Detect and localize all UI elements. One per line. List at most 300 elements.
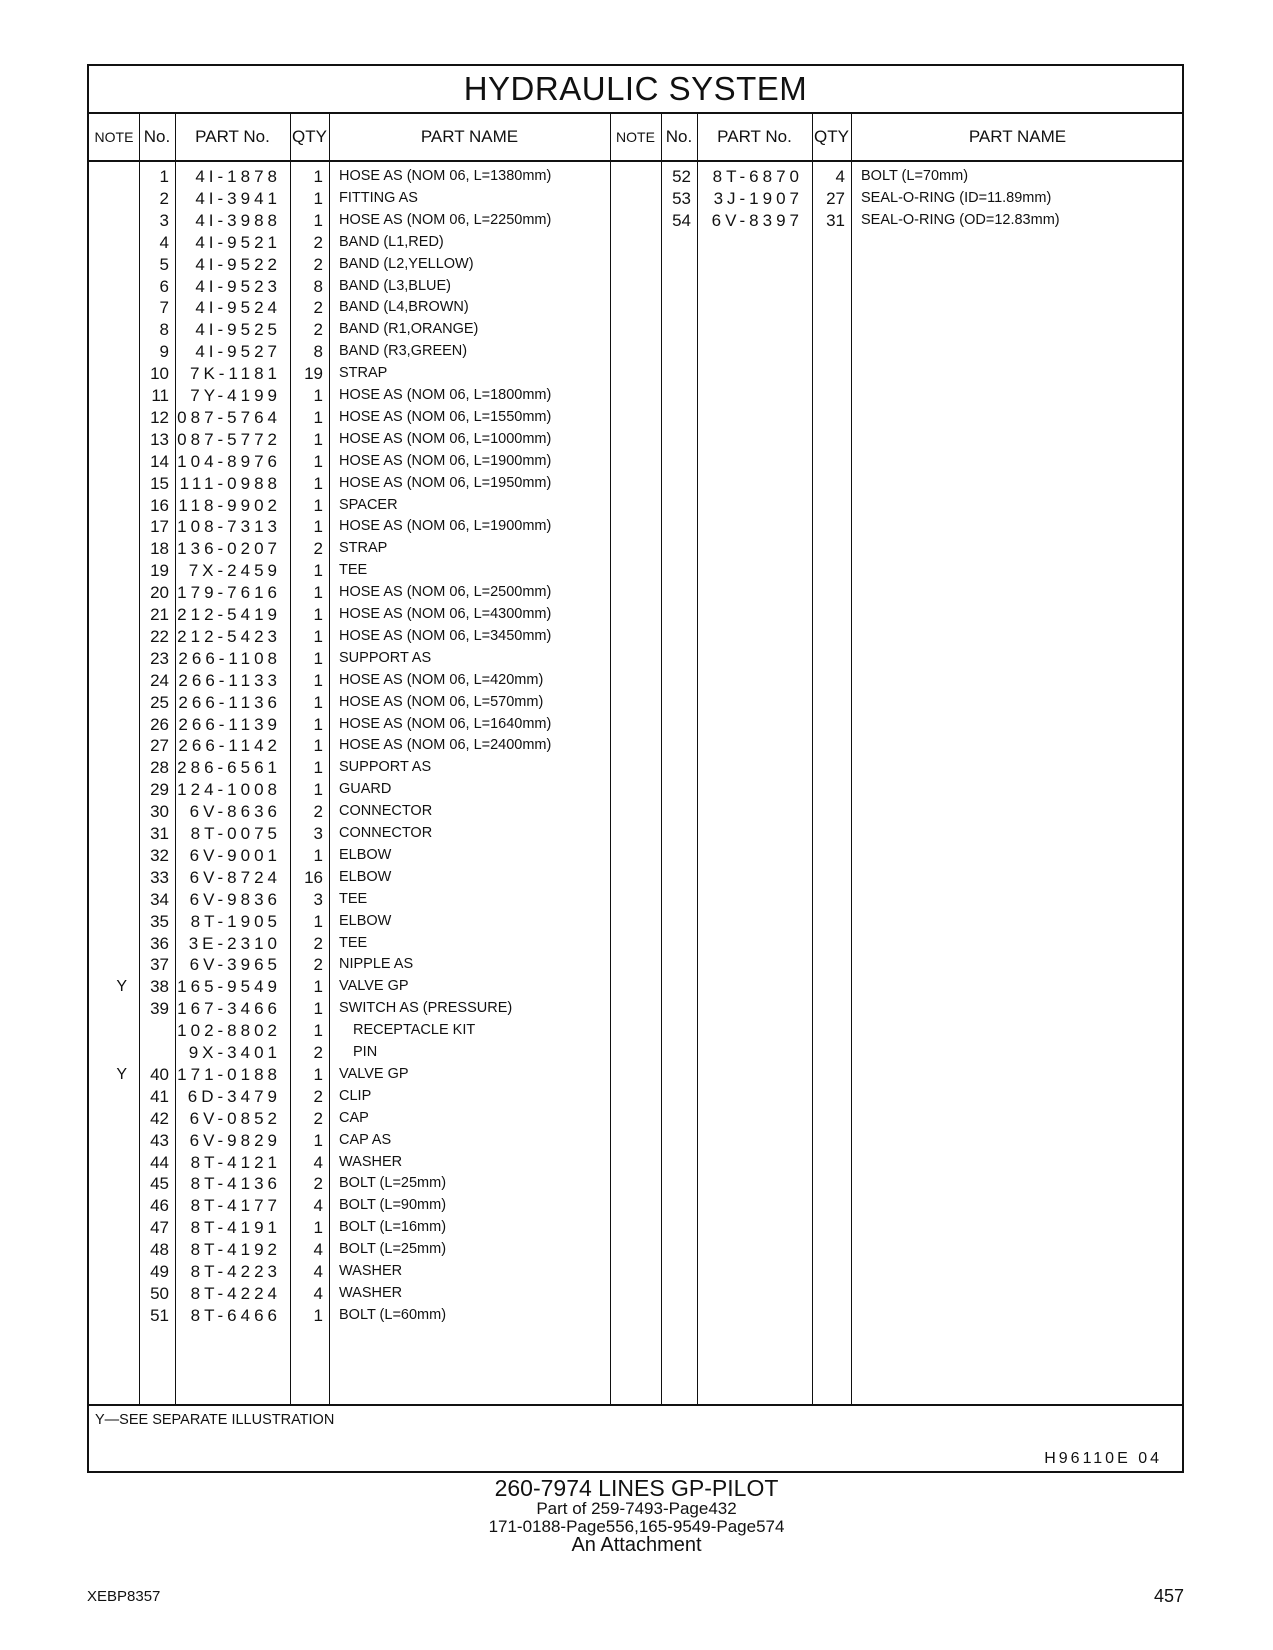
- table-bottom-rule: [89, 1404, 1182, 1406]
- qty-cell: 2: [313, 1174, 323, 1194]
- table-row: [89, 1041, 1184, 1064]
- part-number-cell: 136-0207: [177, 539, 281, 559]
- table-row: [89, 691, 1184, 714]
- item-number-cell: 19: [150, 561, 169, 581]
- item-number-cell: 7: [159, 298, 169, 318]
- part-name-cell: CAP AS: [339, 1131, 392, 1148]
- item-number-cell: 18: [150, 539, 169, 559]
- qty-cell: 2: [313, 232, 323, 252]
- table-row: [89, 450, 1184, 473]
- part-number-cell: 266-1139: [178, 714, 281, 734]
- qty-cell: 2: [313, 254, 323, 274]
- item-number-cell: 51: [150, 1305, 169, 1325]
- item-number-cell: 47: [150, 1218, 169, 1238]
- part-name-cell: HOSE AS (NOM 06, L=3450mm): [339, 627, 552, 644]
- table-row: [89, 953, 1184, 976]
- qty-cell: 2: [313, 955, 323, 975]
- qty-cell: 2: [313, 298, 323, 318]
- part-name-cell: BOLT (L=16mm): [339, 1219, 447, 1236]
- table-row: [89, 1260, 1184, 1283]
- item-number-cell: 52: [672, 167, 691, 186]
- item-number-cell: 46: [150, 1196, 169, 1216]
- item-number-cell: 4: [159, 232, 169, 252]
- table-row: [89, 800, 1184, 823]
- header-qty: QTY: [814, 127, 849, 146]
- part-name-cell: CLIP: [339, 1087, 372, 1104]
- table-row: [89, 1172, 1184, 1195]
- table-row: [89, 603, 1184, 626]
- qty-cell: 1: [313, 736, 323, 756]
- part-number-cell: 7Y-4199: [190, 386, 281, 405]
- item-number-cell: 38: [150, 977, 169, 997]
- part-name-cell: HOSE AS (NOM 06, L=1950mm): [339, 474, 552, 491]
- part-number-cell: 102-8802: [177, 1021, 281, 1041]
- part-name-cell: BAND (L4,BROWN): [339, 299, 469, 316]
- table-row: [89, 1151, 1184, 1174]
- qty-cell: 1: [313, 188, 323, 208]
- part-number-cell: 4I-3941: [195, 188, 281, 208]
- part-name-cell: WASHER: [339, 1263, 403, 1279]
- part-name-cell: WASHER: [339, 1284, 403, 1301]
- part-name-cell: HOSE AS (NOM 06, L=2250mm): [339, 211, 552, 228]
- part-name-cell: HOSE AS (NOM 06, L=1000mm): [339, 430, 552, 447]
- part-number-cell: 6V-8397: [711, 210, 803, 230]
- part-number-cell: 111-0988: [179, 473, 281, 493]
- part-number-cell: 8T-4177: [190, 1196, 281, 1216]
- item-number-cell: 45: [150, 1174, 169, 1194]
- part-number-cell: 167-3466: [177, 999, 281, 1019]
- item-number-cell: 1: [159, 167, 169, 186]
- table-row: [89, 209, 1184, 232]
- header-part-name: PART NAME: [420, 127, 519, 146]
- part-name-cell: CAP: [339, 1109, 369, 1126]
- part-name-cell: HOSE AS (NOM 06, L=4300mm): [339, 606, 552, 622]
- table-row: [89, 318, 1184, 341]
- item-number-cell: 53: [672, 188, 691, 208]
- part-name-cell: BAND (L3,BLUE): [339, 277, 452, 294]
- table-row: [89, 713, 1184, 736]
- qty-cell: 1: [313, 473, 323, 493]
- qty-cell: 2: [313, 1043, 323, 1062]
- part-number-cell: 179-7616: [177, 583, 281, 603]
- item-number-cell: 25: [150, 692, 169, 712]
- table-row: [89, 669, 1184, 692]
- qty-cell: 8: [313, 342, 323, 362]
- qty-cell: 4: [313, 1152, 323, 1172]
- qty-cell: 1: [313, 561, 323, 581]
- qty-cell: 1: [313, 648, 323, 668]
- item-number-cell: 41: [150, 1086, 169, 1106]
- table-row: [89, 537, 1184, 560]
- table-row: [89, 888, 1184, 911]
- part-name-cell: VALVE GP: [339, 1065, 409, 1082]
- part-name-cell: WASHER: [339, 1153, 403, 1170]
- part-number-cell: 6V-8724: [189, 867, 281, 887]
- part-number-cell: 4I-9527: [195, 342, 281, 362]
- part-number-cell: 212-5419: [177, 605, 281, 624]
- part-number-cell: 266-1136: [178, 692, 281, 712]
- part-number-cell: 8T-4191: [190, 1218, 281, 1238]
- caption-title: 260-7974 LINES GP-PILOT: [494, 1475, 779, 1501]
- qty-cell: 19: [304, 364, 323, 384]
- qty-cell: 3: [313, 824, 323, 843]
- table-row: [89, 778, 1184, 801]
- part-number-cell: 104-8976: [177, 451, 281, 471]
- table-row: [89, 1304, 1184, 1327]
- table-row: [89, 866, 1184, 889]
- qty-cell: 1: [313, 714, 323, 734]
- part-number-cell: 4I-9522: [195, 254, 281, 274]
- header-part-no: PART No.: [717, 127, 792, 146]
- table-row: [89, 822, 1184, 845]
- part-number-cell: 266-1108: [178, 648, 281, 668]
- note-cell: Y: [116, 1065, 127, 1083]
- table-row: [89, 1194, 1184, 1217]
- item-number-cell: 16: [150, 495, 169, 515]
- qty-cell: 1: [313, 517, 323, 537]
- qty-cell: 1: [313, 845, 323, 865]
- part-number-cell: 8T-6466: [190, 1305, 281, 1325]
- item-number-cell: 26: [150, 714, 169, 734]
- part-number-cell: 7X-2459: [188, 561, 281, 581]
- header-note: NOTE: [616, 129, 655, 145]
- item-number-cell: 9: [159, 342, 169, 362]
- part-name-cell: BAND (L1,RED): [339, 233, 444, 250]
- table-row: [89, 253, 1184, 276]
- table-row: [89, 756, 1184, 779]
- part-number-cell: 4I-9521: [195, 232, 281, 252]
- caption-line: 171-0188-Page556,165-9549-Page574: [488, 1517, 785, 1536]
- part-number-cell: 8T-6870: [712, 167, 803, 186]
- item-number-cell: 32: [150, 845, 169, 865]
- part-name-cell: HOSE AS (NOM 06, L=1900mm): [339, 452, 552, 469]
- part-number-cell: 171-0188: [177, 1064, 281, 1084]
- sheet-code: H96110E 04: [1044, 1450, 1162, 1467]
- item-number-cell: 42: [150, 1108, 169, 1128]
- qty-cell: 1: [313, 692, 323, 712]
- part-name-cell: SEAL-O-RING (ID=11.89mm): [861, 189, 1052, 206]
- header-bottom-rule: [89, 160, 1182, 162]
- item-number-cell: 35: [150, 911, 169, 931]
- table-row: [89, 428, 1184, 451]
- qty-cell: 1: [313, 670, 323, 690]
- item-number-cell: 5: [159, 254, 169, 274]
- part-number-cell: 108-7313: [177, 517, 281, 537]
- item-number-cell: 33: [150, 867, 169, 887]
- part-number-cell: 4I-1878: [195, 167, 281, 186]
- part-number-cell: 6V-9836: [189, 889, 281, 909]
- section-title: HYDRAULIC SYSTEM: [463, 70, 808, 107]
- part-number-cell: 6V-3965: [189, 955, 281, 975]
- item-number-cell: 28: [150, 758, 169, 778]
- part-number-cell: 7K-1181: [189, 364, 281, 384]
- table-row: [89, 472, 1184, 495]
- qty-cell: 1: [313, 386, 323, 405]
- qty-cell: 1: [313, 911, 323, 931]
- item-number-cell: 15: [150, 473, 169, 493]
- part-number-cell: 8T-4223: [190, 1262, 281, 1281]
- item-number-cell: 11: [151, 386, 169, 405]
- part-name-cell: TEE: [339, 890, 368, 907]
- qty-cell: 1: [313, 999, 323, 1019]
- qty-cell: 27: [826, 188, 845, 208]
- part-name-cell: SPACER: [339, 496, 398, 513]
- part-number-cell: 4I-9524: [195, 298, 281, 318]
- table-row: [89, 1107, 1184, 1130]
- part-name-cell: BAND (L2,YELLOW): [339, 255, 474, 272]
- part-name-cell: SEAL-O-RING (OD=12.83mm): [861, 211, 1060, 228]
- part-number-cell: 087-5764: [177, 407, 281, 427]
- item-number-cell: 12: [150, 407, 169, 427]
- item-number-cell: 54: [672, 210, 691, 230]
- qty-cell: 1: [313, 583, 323, 603]
- note-cell: Y: [116, 978, 127, 996]
- item-number-cell: 17: [150, 517, 169, 537]
- item-number-cell: 31: [150, 824, 169, 843]
- part-name-cell: BAND (R1,ORANGE): [339, 321, 479, 338]
- part-number-cell: 8T-0075: [190, 824, 281, 843]
- part-number-cell: 6V-9829: [189, 1130, 281, 1150]
- qty-cell: 4: [313, 1283, 323, 1303]
- part-name-cell: NIPPLE AS: [339, 956, 414, 973]
- item-number-cell: 48: [150, 1240, 169, 1260]
- part-number-cell: 8T-4224: [190, 1283, 281, 1303]
- qty-cell: 2: [313, 933, 323, 953]
- table-row: [89, 494, 1184, 517]
- item-number-cell: 30: [150, 802, 169, 822]
- qty-cell: 2: [313, 539, 323, 559]
- qty-cell: 1: [313, 1305, 323, 1325]
- qty-cell: 1: [313, 758, 323, 778]
- item-number-cell: 37: [150, 955, 169, 975]
- header-qty: QTY: [292, 127, 327, 146]
- part-number-cell: 6D-3479: [187, 1086, 281, 1106]
- part-name-cell: HOSE AS (NOM 06, L=1550mm): [339, 408, 552, 425]
- qty-cell: 1: [313, 1021, 323, 1041]
- table-row: [89, 1216, 1184, 1239]
- header-part-name: PART NAME: [968, 127, 1067, 146]
- part-number-cell: 6V-0852: [189, 1108, 281, 1128]
- part-name-cell: SWITCH AS (PRESSURE): [339, 1000, 513, 1017]
- qty-cell: 2: [313, 802, 323, 822]
- part-name-cell: BOLT (L=60mm): [339, 1306, 447, 1323]
- part-number-cell: 9X-3401: [188, 1043, 281, 1062]
- part-name-cell: BAND (R3,GREEN): [339, 343, 468, 360]
- item-number-cell: 50: [150, 1283, 169, 1303]
- qty-cell: 3: [313, 889, 323, 909]
- qty-cell: 1: [313, 1218, 323, 1238]
- item-number-cell: 39: [150, 999, 169, 1019]
- qty-cell: 1: [313, 605, 323, 624]
- part-name-cell: HOSE AS (NOM 06, L=570mm): [339, 693, 544, 710]
- part-number-cell: 8T-4121: [190, 1152, 281, 1172]
- part-name-cell: HOSE AS (NOM 06, L=1640mm): [339, 715, 552, 732]
- qty-cell: 4: [313, 1240, 323, 1260]
- part-name-cell: HOSE AS (NOM 06, L=1800mm): [339, 387, 552, 403]
- table-row: [89, 1238, 1184, 1261]
- part-number-cell: 286-6561: [177, 758, 281, 778]
- footnote: Y—SEE SEPARATE ILLUSTRATION: [95, 1412, 335, 1428]
- part-name-cell: ELBOW: [339, 912, 392, 929]
- table-row: [89, 975, 1184, 998]
- qty-cell: 1: [313, 780, 323, 800]
- header-no: No.: [143, 127, 171, 146]
- part-name-cell: HOSE AS (NOM 06, L=1380mm): [339, 168, 552, 184]
- qty-cell: 16: [304, 867, 323, 887]
- item-number-cell: 10: [150, 364, 169, 384]
- part-number-cell: 4I-9525: [195, 320, 281, 340]
- table-row: [89, 275, 1184, 298]
- item-number-cell: 20: [150, 583, 169, 603]
- part-name-cell: TEE: [339, 562, 368, 579]
- table-row: [89, 406, 1184, 429]
- part-name-cell: CONNECTOR: [339, 803, 433, 820]
- part-name-cell: BOLT (L=70mm): [861, 168, 969, 184]
- part-number-cell: 266-1133: [178, 670, 281, 690]
- item-number-cell: 36: [150, 933, 169, 953]
- qty-cell: 1: [313, 495, 323, 515]
- table-row: [89, 997, 1184, 1020]
- part-name-cell: BOLT (L=25mm): [339, 1175, 447, 1192]
- part-name-cell: HOSE AS (NOM 06, L=1900mm): [339, 518, 552, 535]
- part-number-cell: 4I-3988: [195, 210, 281, 230]
- part-number-cell: 8T-4136: [190, 1174, 281, 1194]
- table-row: [89, 165, 1184, 188]
- part-name-cell: ELBOW: [339, 846, 392, 863]
- item-number-cell: 49: [150, 1262, 169, 1281]
- qty-cell: 1: [313, 210, 323, 230]
- item-number-cell: 24: [150, 670, 169, 690]
- part-name-cell: STRAP: [339, 540, 388, 557]
- qty-cell: 8: [313, 276, 323, 296]
- table-row: [89, 1019, 1184, 1042]
- table-row: [89, 910, 1184, 933]
- part-number-cell: 6V-8636: [189, 802, 281, 822]
- qty-cell: 2: [313, 1108, 323, 1128]
- item-number-cell: 23: [150, 648, 169, 668]
- header-no: No.: [665, 127, 693, 146]
- item-number-cell: 27: [150, 736, 169, 756]
- part-name-cell: BOLT (L=25mm): [339, 1241, 447, 1258]
- item-number-cell: 34: [150, 889, 169, 909]
- item-number-cell: 21: [150, 605, 169, 624]
- document-id: XEBP8357: [87, 1588, 161, 1605]
- item-number-cell: 22: [150, 626, 169, 646]
- item-number-cell: 43: [150, 1130, 169, 1150]
- table-row: [89, 384, 1184, 407]
- qty-cell: 1: [313, 977, 323, 997]
- qty-cell: 1: [313, 1064, 323, 1084]
- part-number-cell: 124-1008: [177, 780, 281, 800]
- table-row: [89, 231, 1184, 254]
- part-name-cell: ELBOW: [339, 868, 392, 885]
- table-row: [89, 296, 1184, 319]
- qty-cell: 1: [313, 451, 323, 471]
- part-number-cell: 8T-4192: [190, 1240, 281, 1260]
- table-row: [89, 559, 1184, 582]
- part-name-cell: TEE: [339, 934, 368, 951]
- part-name-cell: PIN: [353, 1044, 378, 1060]
- table-row: [89, 340, 1184, 363]
- part-name-cell: BOLT (L=90mm): [339, 1197, 447, 1214]
- part-number-cell: 118-9902: [178, 495, 281, 515]
- qty-cell: 4: [835, 167, 845, 186]
- table-row: [89, 1282, 1184, 1305]
- part-name-cell: SUPPORT AS: [339, 759, 432, 776]
- item-number-cell: 40: [150, 1064, 169, 1084]
- table-row: [89, 581, 1184, 604]
- caption-line: Part of 259-7493-Page432: [536, 1499, 737, 1518]
- part-name-cell: FITTING AS: [339, 189, 418, 206]
- item-number-cell: 8: [159, 320, 169, 340]
- table-row: [89, 625, 1184, 648]
- item-number-cell: 44: [150, 1152, 169, 1172]
- page-number: 457: [1153, 1586, 1184, 1606]
- item-number-cell: 3: [159, 210, 169, 230]
- item-number-cell: 2: [159, 188, 169, 208]
- qty-cell: 1: [313, 626, 323, 646]
- part-name-cell: RECEPTACLE KIT: [353, 1022, 476, 1039]
- parts-table-frame: [87, 64, 1184, 1473]
- item-number-cell: 14: [150, 451, 169, 471]
- table-row: [89, 362, 1184, 385]
- qty-cell: 1: [313, 407, 323, 427]
- table-row: [89, 1129, 1184, 1152]
- part-name-cell: CONNECTOR: [339, 825, 433, 841]
- qty-cell: 1: [313, 1130, 323, 1150]
- item-number-cell: 6: [159, 276, 169, 296]
- part-name-cell: HOSE AS (NOM 06, L=2500mm): [339, 584, 552, 601]
- header-part-no: PART No.: [195, 127, 270, 146]
- table-row: [89, 1063, 1184, 1086]
- part-number-cell: 212-5423: [177, 626, 281, 646]
- part-number-cell: 266-1142: [178, 736, 281, 756]
- qty-cell: 4: [313, 1262, 323, 1281]
- table-row: [89, 1085, 1184, 1108]
- table-row: [89, 515, 1184, 538]
- table-row: [89, 932, 1184, 955]
- item-number-cell: 13: [150, 429, 169, 449]
- part-name-cell: VALVE GP: [339, 978, 409, 995]
- part-name-cell: SUPPORT AS: [339, 649, 432, 666]
- table-row: [89, 734, 1184, 757]
- part-number-cell: 8T-1905: [190, 911, 281, 931]
- part-number-cell: 4I-9523: [195, 276, 281, 296]
- part-name-cell: GUARD: [339, 781, 392, 798]
- table-row: [89, 844, 1184, 867]
- qty-cell: 31: [826, 210, 845, 230]
- caption-line: An Attachment: [571, 1534, 702, 1556]
- table-row: [89, 647, 1184, 670]
- qty-cell: 1: [313, 167, 323, 186]
- part-number-cell: 3J-1907: [713, 188, 803, 208]
- qty-cell: 2: [313, 320, 323, 340]
- table-row: [89, 187, 1184, 210]
- header-note: NOTE: [94, 129, 134, 145]
- caption-block: [0, 1476, 1273, 1555]
- part-number-cell: 6V-9001: [189, 845, 281, 865]
- qty-cell: 4: [313, 1196, 323, 1216]
- part-number-cell: 165-9549: [177, 977, 281, 997]
- qty-cell: 1: [313, 429, 323, 449]
- qty-cell: 2: [313, 1086, 323, 1106]
- part-name-cell: STRAP: [339, 365, 388, 382]
- part-name-cell: HOSE AS (NOM 06, L=2400mm): [339, 737, 552, 754]
- part-name-cell: HOSE AS (NOM 06, L=420mm): [339, 671, 544, 688]
- part-number-cell: 3E-2310: [188, 933, 281, 953]
- item-number-cell: 29: [150, 780, 169, 800]
- part-number-cell: 087-5772: [177, 429, 281, 449]
